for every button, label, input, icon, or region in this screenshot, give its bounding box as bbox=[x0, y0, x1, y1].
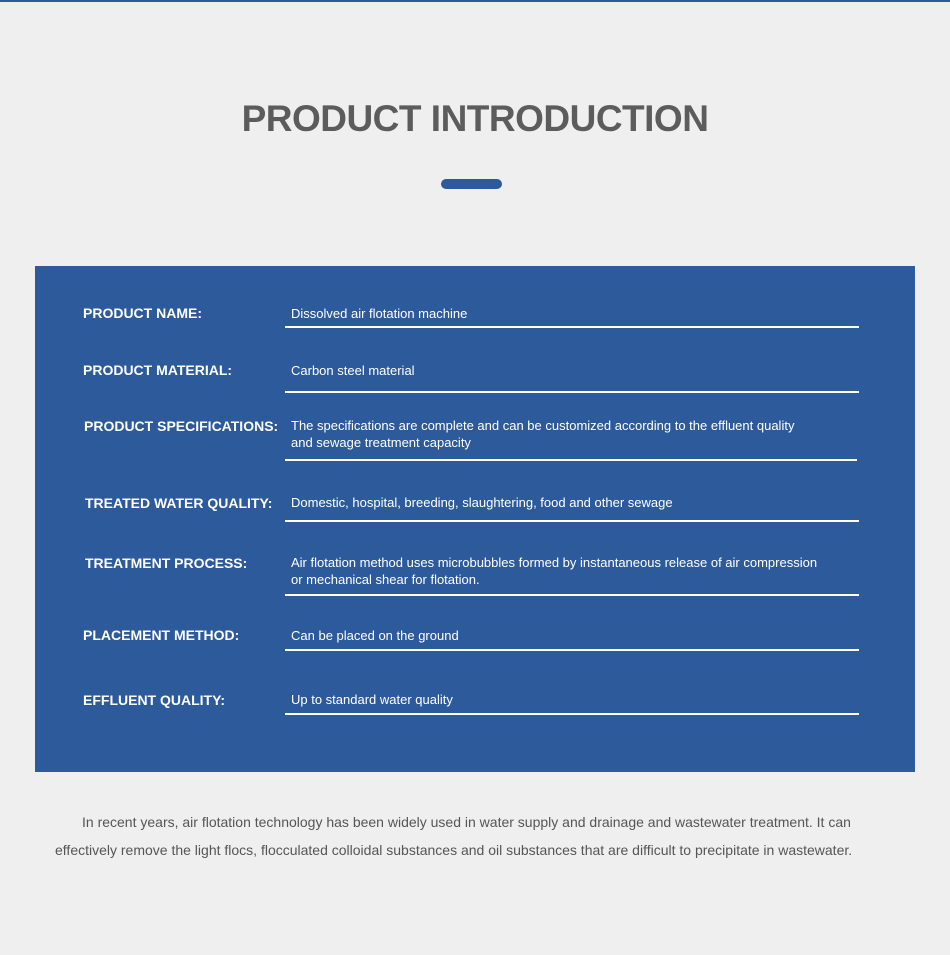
spec-label-treated-water-quality: TREATED WATER QUALITY: bbox=[85, 495, 273, 511]
spec-value-line: The specifications are complete and can be customized according to the effluent quality bbox=[291, 418, 795, 433]
title-underline-bar bbox=[441, 179, 502, 189]
spec-rule bbox=[285, 594, 859, 596]
spec-label-product-specifications: PRODUCT SPECIFICATIONS: bbox=[84, 418, 279, 434]
spec-label-product-name: PRODUCT NAME: bbox=[83, 305, 202, 321]
spec-value-effluent-quality: Up to standard water quality bbox=[291, 692, 453, 707]
spec-rule bbox=[285, 713, 859, 715]
spec-value-line: or mechanical shear for flotation. bbox=[291, 572, 480, 587]
spec-value-treatment-process bbox=[291, 554, 817, 588]
spec-panel bbox=[35, 266, 915, 772]
top-accent-rule bbox=[0, 0, 950, 2]
spec-rule bbox=[285, 520, 859, 522]
spec-value-line: Air flotation method uses microbubbles formed by instantaneous release of air compression bbox=[291, 555, 818, 570]
spec-label-placement-method: PLACEMENT METHOD: bbox=[83, 627, 240, 643]
spec-rule bbox=[285, 391, 859, 393]
spec-value-line: and sewage treatment capacity bbox=[291, 435, 471, 450]
page-title: PRODUCT INTRODUCTION bbox=[241, 98, 709, 139]
intro-line: In recent years, air flotation technology has been widely used in water supply and drainage and wastewater treatment. It can bbox=[82, 814, 851, 830]
spec-value-product-material: Carbon steel material bbox=[291, 363, 415, 378]
spec-value-product-specifications bbox=[291, 417, 794, 451]
spec-rule bbox=[285, 326, 859, 328]
spec-label-effluent-quality: EFFLUENT QUALITY: bbox=[83, 692, 226, 708]
spec-rule bbox=[285, 459, 857, 461]
spec-label-product-material: PRODUCT MATERIAL: bbox=[83, 362, 233, 378]
intro-paragraph bbox=[55, 808, 905, 864]
spec-rule bbox=[285, 649, 859, 651]
intro-line: effectively remove the light flocs, flocculated colloidal substances and oil substances that are difficult to precipitate in wastewater. bbox=[55, 842, 853, 858]
spec-value-treated-water-quality: Domestic, hospital, breeding, slaughtering, food and other sewage bbox=[291, 495, 673, 510]
spec-label-treatment-process: TREATMENT PROCESS: bbox=[85, 555, 248, 571]
spec-value-placement-method: Can be placed on the ground bbox=[291, 628, 459, 643]
spec-value-product-name: Dissolved air flotation machine bbox=[291, 306, 468, 321]
